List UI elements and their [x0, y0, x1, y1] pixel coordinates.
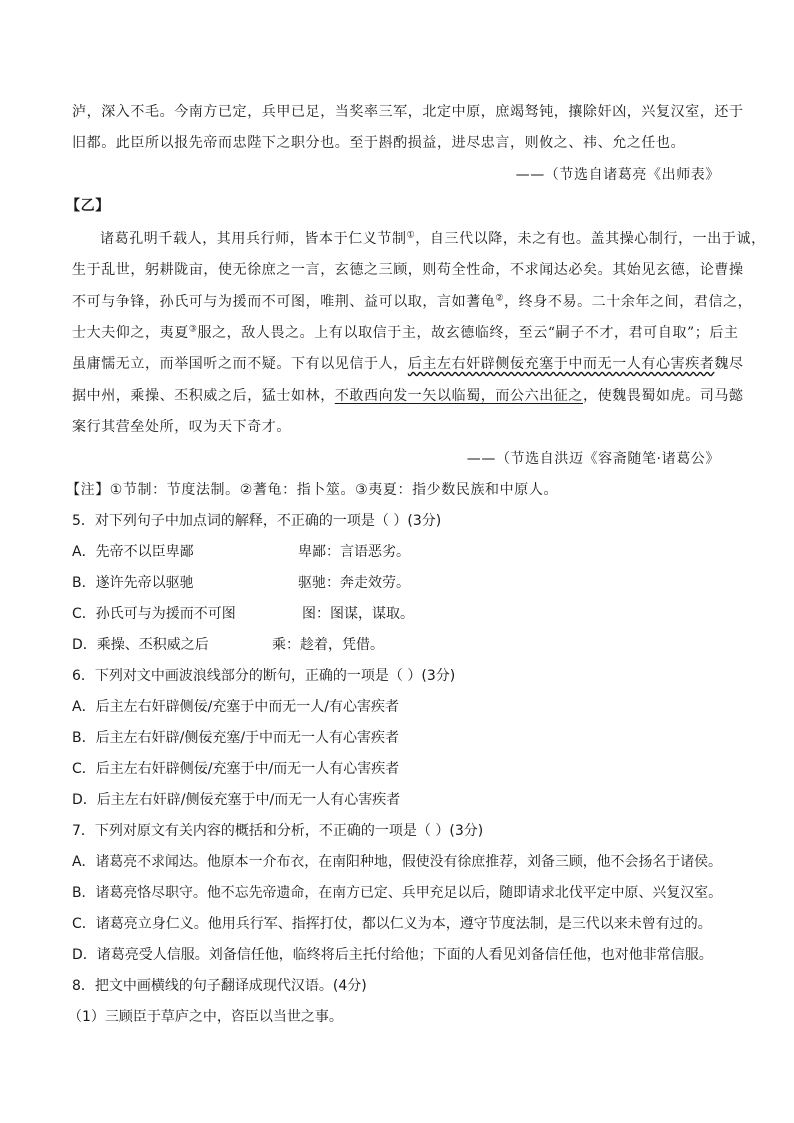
yi-line-3b: ，终身不易。二十余年之间，君信之，: [504, 294, 753, 310]
yi-line-4: [72, 323, 739, 343]
yi-line-3: [72, 292, 753, 312]
yi-source: ——（节选自洪迈《容斋随笔·诸葛公》: [466, 451, 720, 467]
q5-option-d: D．乘操、丕积威之后: [72, 637, 209, 653]
q8-subquestion-1: （1）三顾臣于草庐之中，咨臣以当世之事。: [68, 1009, 343, 1025]
q7-option-b: B．诸葛亮恪尽职守。他不忘先帝遗命，在南方已定、兵甲充足以后，随即请求北伐平定中原、兴复汉室。: [72, 885, 723, 901]
yi-line-3a: 不可与争锋，孙氏可与为援而不可图，唯荆、益可以取，言如蓍龟: [72, 294, 496, 310]
yi-line-2: 生于乱世，躬耕陇亩，使无徐庶之一言，玄德之三顾，则苟全性命，不求闻达必矣。其始见玄德，论曹操: [72, 262, 744, 278]
q5-option-c: C．孙氏可与为援而不可图: [72, 606, 236, 622]
yi-line-1: [100, 229, 766, 249]
q6-option-b: B．后主左右奸辟/侧佞充塞/于中而无一人有心害疾者: [72, 730, 400, 746]
underlined-sentence: 不敢西向发一矢以临蜀，而公六出征之: [334, 388, 584, 404]
q8-stem: 8．把文中画横线的句子翻译成现代汉语。(4分): [72, 978, 367, 994]
jia-line-2: 旧都。此臣所以报先帝而忠陛下之职分也。至于斟酌损益，进尽忠言，则攸之、祎、允之任也。: [72, 135, 686, 151]
q6-option-c: C．后主左右奸辟侧佞/充塞于中/而无一人有心害疾者: [72, 761, 400, 777]
q5-option-b-gloss: 驱驰：奔走效劳。: [298, 575, 410, 591]
yi-line-1a: 诸葛孔明千载人，其用兵行师，皆本于仁义节制: [100, 231, 407, 247]
q6-option-d: D．后主左右奸辟/侧佞充塞于中/而无一人有心害疾者: [72, 792, 401, 808]
note-ref-1: ①: [406, 230, 416, 241]
q5-option-a-gloss: 卑鄙：言语恶劣。: [298, 544, 410, 560]
q5-option-a: A．先帝不以臣卑鄙: [72, 544, 194, 560]
q7-option-a: A．诸葛亮不求闻达。他原本一介布衣，在南阳种地，假使没有徐庶推荐，刘备三顾，他不会扬名于诸侯。: [72, 854, 722, 870]
yi-line-5c: 魏尽: [714, 356, 744, 372]
q5-option-c-gloss: 图：图谋，谋取。: [302, 606, 414, 622]
note-ref-2: ②: [495, 293, 505, 304]
yi-line-4a: 士大夫仰之，夷夏: [72, 325, 189, 341]
yi-line-4b: 服之，敌人畏之。上有以取信于主，故玄德临终，至云“嗣子不才，君可自取”；后主: [197, 325, 739, 341]
footnote: 【注】①节制：节度法制。②蓍龟：指卜筮。③夷夏：指少数民族和中原人。: [66, 482, 559, 498]
yi-line-6c: ，使魏畏蜀如虎。司马懿: [583, 388, 744, 404]
q7-option-c: C．诸葛亮立身仁义。他用兵行军、指挥打仗，都以仁义为本，遵守节度法制，是三代以来未曾有过的。: [72, 916, 712, 932]
jia-source: ——（节选自诸葛亮《出师表》: [515, 167, 720, 183]
q6-option-a: A．后主左右奸辟侧佞/充塞于中而无一人/有心害疾者: [72, 699, 400, 715]
yi-heading: 【乙】: [66, 198, 110, 214]
yi-line-6a: 据中州，乘操、丕积威之后，猛士如林，: [72, 388, 335, 404]
q5-stem: 5．对下列句子中加点词的解释，不正确的一项是（ ）(3分): [72, 513, 442, 529]
q5-option-d-gloss: 乘：趁着，凭借。: [272, 637, 384, 653]
yi-line-1b: ，自三代以降，未之有也。盖其操心制行，一出于诚，: [415, 231, 766, 247]
yi-line-6: [72, 386, 744, 406]
q7-option-d: D．诸葛亮受人信服。刘备信任他，临终将后主托付给他；下面的人看见刘备信任他，也对他非常信服。: [72, 947, 713, 963]
yi-line-5a: 虽庸懦无立，而举国听之而不疑。下有以见信于人，: [72, 356, 408, 372]
q7-stem: 7．下列对原文有关内容的概括和分析，不正确的一项是（ ）(3分): [72, 823, 484, 839]
jia-line-1: 泸，深入不毛。今南方已定，兵甲已足，当奖率三军，北定中原，庶竭驽钝，攘除奸凶，兴复汉室，还于: [72, 104, 744, 120]
yi-line-7: 案行其营垒处所，叹为天下奇才。: [72, 419, 291, 435]
q5-option-b: B．遂许先帝以驱驰: [72, 575, 194, 591]
note-ref-3: ③: [188, 324, 198, 335]
q6-stem: 6．下列对文中画波浪线部分的断句，正确的一项是（ ）(3分): [72, 668, 456, 684]
wavy-underlined-sentence: 后主左右奸辟侧佞充塞于中而无一人有心害疾者: [407, 356, 715, 372]
yi-line-5: [72, 354, 744, 374]
